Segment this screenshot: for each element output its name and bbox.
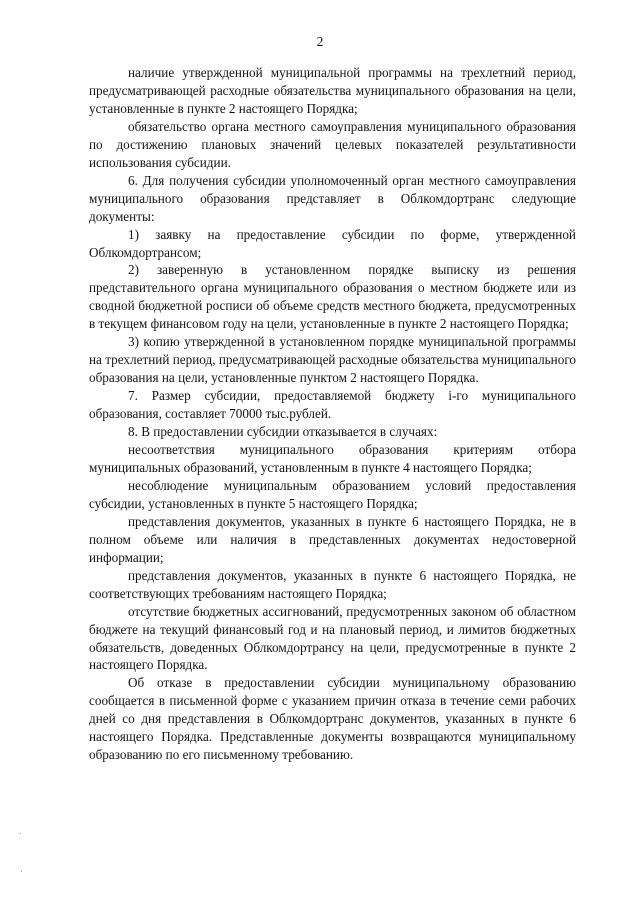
paragraph-refusal-no-funds: отсутствие бюджетных ассигнований, предусмотренных законом об областном бюджете на текущий финансовый год и на плановый период, и лимитов бюджетных обязательств, доведенных Облкомдортрансу на цели, предусмотренные в пункте 2 настоящего Порядка. xyxy=(89,603,576,673)
scan-speck xyxy=(20,833,21,834)
paragraph-obligation-condition: обязательство органа местного самоуправления муниципального образования по достижению плановых значений целевых показателей результативности использования субсидии. xyxy=(89,118,576,170)
paragraph-item-6: 6. Для получения субсидии уполномоченный орган местного самоуправления муниципального образования представляет в Облкомдортранс следующие документы: xyxy=(89,172,576,224)
paragraph-item-6-3: 3) копию утвержденной в установленном порядке муниципальной программы на трехлетний период, предусматривающей расходные обязательства муниципального образования на цели, установленные пунктом 2 настоящего Порядка. xyxy=(89,334,576,386)
page-number: 2 xyxy=(316,34,324,49)
paragraph-refusal-notice: Об отказе в предоставлении субсидии муниципальному образованию сообщается в письменной форме с указанием причин отказа в течение семи рабочих дней со дня представления в Облкомдортранс документов, указанных в пункте 6 настоящего Порядка. Представленные документы возвращаются муниципальному образованию по его письменному требованию. xyxy=(89,675,576,763)
paragraph-refusal-criteria: несоответствия муниципального образования критериям отбора муниципальных образований, установленным в пункте 4 настоящего Порядка; xyxy=(89,442,576,475)
paragraph-item-6-2: 2) заверенную в установленном порядке выписку из решения представительного органа муниципального образования о местном бюджете или из сводной бюджетной росписи об объеме средств местного бюджета, предусмотренных в текущем финансовом году на цели, установленные в пункте 2 настоящего Порядка; xyxy=(89,262,576,332)
paragraph-refusal-noncompliant: представления документов, указанных в пункте 6 настоящего Порядка, не соответствующих требованиям настоящего Порядка; xyxy=(89,567,576,601)
paragraph-refusal-incomplete: представления документов, указанных в пункте 6 настоящего Порядка, не в полном объеме или наличия в представленных документах недостоверной информации; xyxy=(89,513,576,565)
document-body xyxy=(89,64,576,764)
paragraph-item-7: 7. Размер субсидии, предоставляемой бюджету i-го муниципального образования, составляет 70000 тыс.рублей. xyxy=(89,388,576,422)
scan-speck xyxy=(21,871,22,872)
paragraph-program-condition: наличие утвержденной муниципальной программы на трехлетний период, предусматривающей расходные обязательства муниципального образования на цели, установленные в пункте 2 настоящего Порядка; xyxy=(89,65,576,116)
paragraph-item-6-1: 1) заявку на предоставление субсидии по форме, утвержденной Облкомдортрансом; xyxy=(89,226,576,260)
paragraph-refusal-conditions: несоблюдение муниципальным образованием условий предоставления субсидии, установленных в пункте 5 настоящего Порядка; xyxy=(89,477,576,511)
paragraph-item-8: 8. В предоставлении субсидии отказывается в случаях: xyxy=(128,424,438,440)
